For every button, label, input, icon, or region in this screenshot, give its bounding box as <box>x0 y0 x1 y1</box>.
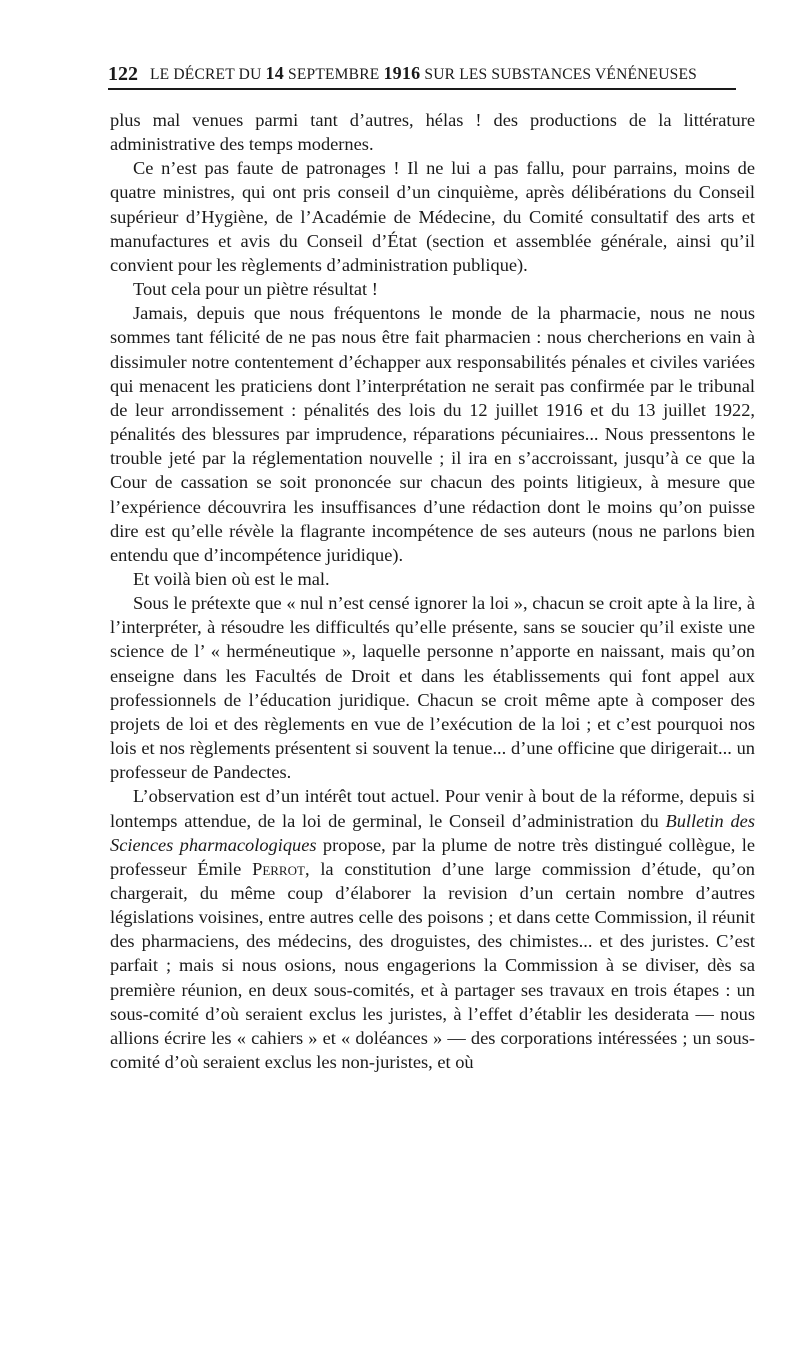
paragraph-resultat: Tout cela pour un piètre résultat ! <box>133 279 378 300</box>
author-name: Perrot <box>252 858 305 879</box>
running-title-part1: LE DÉCRET DU <box>150 66 266 83</box>
observation-text-middle: propose, par la plume de notre très distingué collègue, le professeur Émile <box>110 834 756 879</box>
running-header <box>108 62 736 90</box>
paragraph-observation <box>110 784 755 1074</box>
running-title-year: 1916 <box>383 63 421 83</box>
paragraph-le-mal: Et voilà bien où est le mal. <box>133 568 330 589</box>
paragraph-continuation: plus mal venues parmi tant d’autres, hélas ! des productions de la littérature administrative des temps modernes. <box>110 110 755 155</box>
running-title-day: 14 <box>265 63 284 83</box>
observation-text-start: L’observation est d’un intérêt tout actuel. Pour venir à bout de la réforme, depuis si lontemps attendue, de la loi de germinal, le Conseil d’administration du <box>110 786 755 831</box>
page-number: 122 <box>108 63 138 85</box>
running-title-part2: SEPTEMBRE <box>283 66 384 83</box>
journal-title: Bulletin des Sciences pharmacologiques <box>110 810 755 855</box>
paragraph-patronages: Ce n’est pas faute de patronages ! Il ne lui a pas fallu, pour parrains, moins de quatre ministres, qui ont pris conseil d’un cinquième, après délibérations du Conseil supérieur d’Hygiène, de l’Académie de Médecine, du Comité consultatif des arts et manufactures et avis du Conseil d’État (section et assemblée générale, ainsi qu’il convient pour les règlements d’administration publique). <box>110 158 755 275</box>
body-text <box>110 108 755 1074</box>
observation-text-end: , la constitution d’une large commission d’étude, qu’on chargerait, du même coup d’élaborer la revision d’un certain nombre d’autres législations voisines, entre autres celle des poisons ; et dans cette Commission, il réunit des pharmaciens, des médecins, des droguistes, des chimistes... et des juristes. C’est parfait ; mais si nous osions, nous engagerions la Commission à se diviser, dès sa première réunion, en deux sous-comités, et à partager ses travaux en trois étapes : un sous-comité d’où seraient exclus les juristes, à l’effet d’établir les desiderata — nous allions écrire les « cahiers » et « doléances » — des corporations intéressées ; un sous-comité d’où seraient exclus les non-juristes, et où <box>110 858 755 1073</box>
paragraph-pretexte: Sous le prétexte que « nul n’est censé ignorer la loi », chacun se croit apte à la lire, à l’interpréter, à résoudre les difficultés qu’elle présente, sans se soucier qu’il existe une science de l’ « herméneutique », laquelle personne n’apporte en naissant, mais qu’on enseigne dans les Facultés de Droit et dans les établissements qui font appel aux professionnels de l’éducation juridique. Chacun se croit même apte à composer des projets de loi et des règlements en vue de l’exécution de la loi ; et c’est pourquoi nos lois et nos règlements présentent si souvent la tenue... d’une officine que dirigerait... un professeur de Pandectes. <box>110 593 755 783</box>
running-title <box>150 64 697 84</box>
running-title-part3: SUR LES SUBSTANCES VÉNÉNEUSES <box>420 66 697 83</box>
paragraph-pharmacie: Jamais, depuis que nous fréquentons le monde de la pharmacie, nous ne nous sommes tant félicité de ne pas nous être fait pharmacien : nous chercherions en vain à dissimuler notre contentement d’échapper aux responsabilités pénales et civiles variées qui menacent les praticiens dont l’interprétation ne serait pas confirmée par le tribunal de leur arrondissement : pénalités des lois du 12 juillet 1916 et du 13 juillet 1922, pénalités des blessures par imprudence, réparations pécuniaires... Nous pressentons le trouble jeté par la réglementation nouvelle ; il ira en s’accroissant, jusqu’à ce que la Cour de cassation se soit prononcée sur chacun des points litigieux, à mesure que l’expérience découvrira les insuffisances d’une rédaction dont le moins qu’on puisse dire est qu’elle révèle la flagrante incompétence de ses auteurs (nous ne parlons bien entendu que d’incompétence juridique). <box>110 303 755 565</box>
